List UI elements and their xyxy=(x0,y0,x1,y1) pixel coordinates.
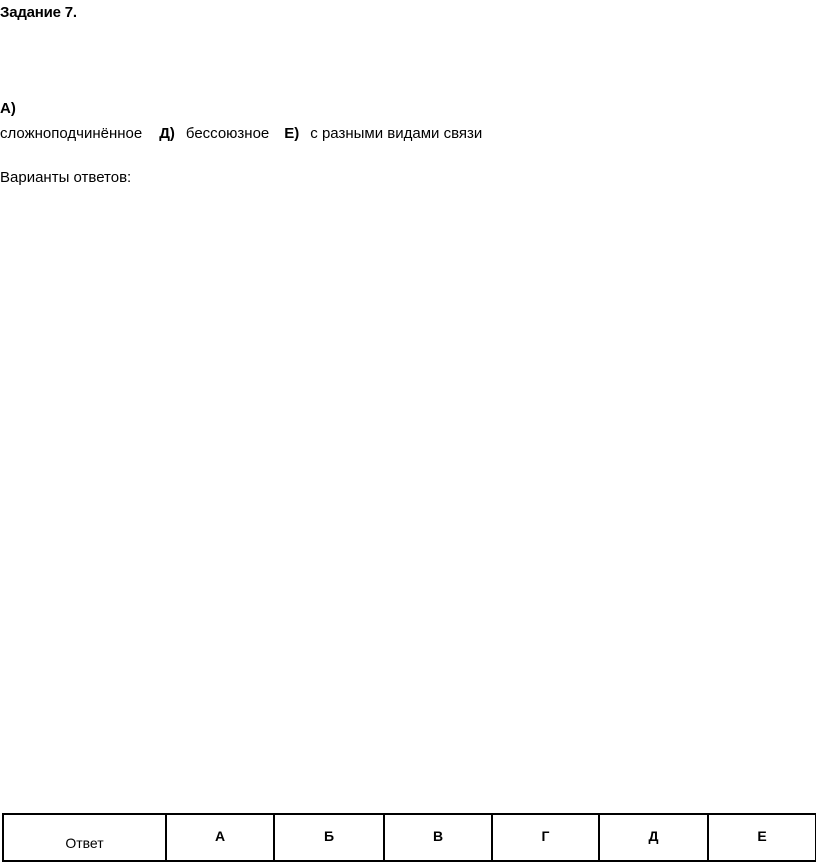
answer-column-d[interactable]: Д xyxy=(599,814,708,861)
option-text-complex-subordinate: сложноподчинённое xyxy=(0,125,143,142)
option-text-mixed-connection: с разными видами связи xyxy=(310,125,483,142)
option-text-asyndetic: бессоюзное xyxy=(185,125,270,142)
answer-column-a[interactable]: А xyxy=(166,814,274,861)
answer-column-g[interactable]: Г xyxy=(492,814,599,861)
option-label-d: Д) xyxy=(159,125,175,142)
answer-table xyxy=(2,813,816,862)
variants-label: Варианты ответов: xyxy=(0,169,132,186)
task-title: Задание 7. xyxy=(0,4,77,21)
answer-table-row xyxy=(3,814,816,861)
answer-column-v[interactable]: В xyxy=(384,814,492,861)
option-label-a: А) xyxy=(0,100,16,117)
option-label-e: Е) xyxy=(284,125,300,142)
answer-column-b[interactable]: Б xyxy=(274,814,384,861)
answer-label-cell: Ответ xyxy=(3,814,166,861)
options-line xyxy=(0,125,482,142)
answer-column-e[interactable]: Е xyxy=(708,814,816,861)
